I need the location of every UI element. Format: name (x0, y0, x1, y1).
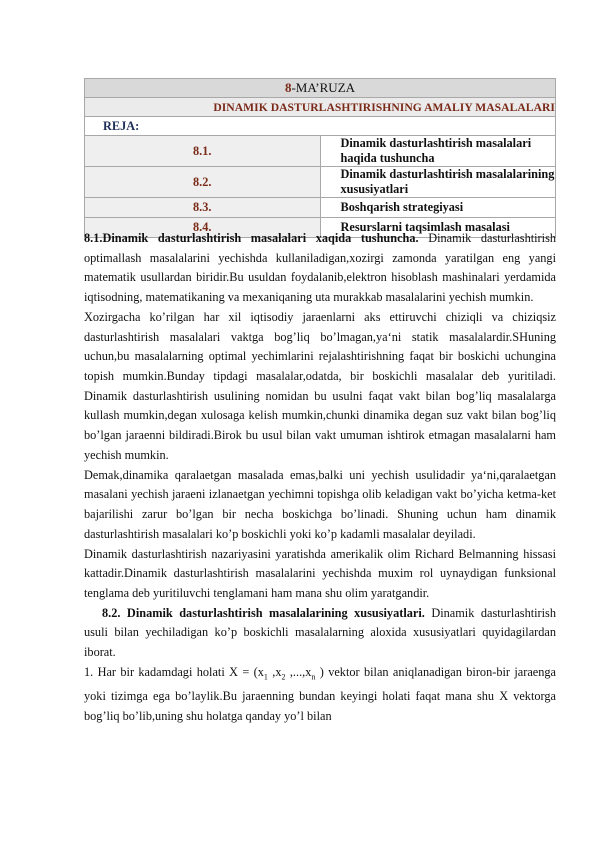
paragraph (84, 229, 556, 308)
lecture-number: 8 (284, 80, 292, 95)
lecture-body (84, 229, 556, 726)
plan-item (85, 136, 556, 167)
paragraph-text: ) vektor bilan aniqlanadigan biron-bir jaraenga yoki tizimga ega bo’laylik.Bu jaraenning bundan keyingi holati faqat mana shu X vektorga bog’liq bo’lib,uning shu holatga qanday yo’l bilan (84, 664, 556, 723)
plan-item-text: Boshqarish strategiyasi (320, 198, 556, 218)
plan-item (85, 167, 556, 198)
topic-title-row (85, 98, 556, 117)
paragraph: Dinamik dasturlashtirish nazariyasini yaratishda amerikalik olim Richard Belmanning hissasi kattadir.Dinamik dasturlashtirish masalalarini yechishda muxim rol uynaydigan funksional tenglama deb yuritiluvchi tenglamani ham mana shu olim yaratgandir. (84, 546, 556, 600)
paragraph (84, 663, 556, 727)
plan-item (85, 198, 556, 218)
paragraph: Demak,dinamika qaralaetgan masalada emas,balki uni yechish usulidadir ya‘ni,qaralaetgan masalani yechish jaraeni izlanaetgan yechimni topishga olib keladigan vakt bo’yicha ketma-ket bajarilishi zarur bo’lgan bir necha boskichga bo’linadi. Shuning uchun ham dinamik dasturlashtirish masalalari ko’p boskichli yoki ko’p kadamli masalalar deyiladi. (84, 467, 556, 541)
lecture-title (85, 79, 556, 98)
plan-label-row (85, 117, 556, 136)
plan-item-number: 8.3. (85, 198, 321, 218)
plan-item-text: Dinamik dasturlashtirish masalalari haqida tushuncha (320, 136, 556, 167)
plan-item-text: Dinamik dasturlashtirish masalalarining xususiyatlari (320, 167, 556, 198)
paragraph-text: Dinamik dasturlashtirish optimallash masalalarini yechishda kullaniladigan,xozirgi zamonda yaratilgan eng yangi matematik usullardan biridir.Bu usuldan foydalanib,elektron hisoblash mashinalari yerdamida iqtisodning, matematikaning va mexaniqaning uta murakkab masalalarini yechish mumkin. (84, 231, 556, 305)
topic-title: DINAMIK DASTURLASHTIRISHNING AMALIY MASALALARI (85, 98, 556, 117)
plan-item-number: 8.2. (85, 167, 321, 198)
paragraph-text: 1. Har bir kadamdagi holati X = (x (84, 664, 264, 679)
paragraph-text: ,x (267, 664, 282, 679)
subscript: n (311, 672, 316, 682)
plan-item-number: 8.1. (85, 136, 321, 167)
plan-label: REJA: (85, 117, 556, 136)
paragraph-text: Dinamik dasturlashtirish usuli bilan yechiladigan ko’p boskichli masalalarning aloxida xususiyatlari quyidagilardan iborat. (84, 605, 556, 660)
lecture-label: -MA’RUZA (291, 80, 356, 95)
paragraph-text: ,...,x (285, 664, 312, 679)
plan-item-number: 8.4. (85, 218, 321, 238)
lecture-title-row (85, 79, 556, 98)
subscript: 2 (281, 672, 286, 682)
subscript: 1 (263, 672, 268, 682)
plan-item-text: Resurslarni taqsimlash masalasi (320, 218, 556, 238)
paragraph (84, 604, 556, 663)
paragraph: Xozirgacha ko’rilgan har xil iqtisodiy jaraenlarni aks ettiruvchi chiziqli va chiziqsiz dasturlashtirish masalalari vaktga bog’liq bo’lmagan,ya‘ni statik masalalardir.SHuning uchun,bu masalalarning optimal yechimlarini rejalashtirishning faqat bir boskichi uchungina topish mumkin.Bunday tipdagi masalalar,odatda, bir boskichli masalalar deb yuritiladi. Dinamik dasturlashtirish usulining nomidan bu usulni faqat vakt bilan bog’liq masalalarga kullash mumkin,degan xulosaga kelish mumkin,chunki dinamika degan suz vakt bilan bog’liq bo’lgan jaraenni bildiradi.Birok bu usul bilan vakt umuman ishtirok etmagan masalalarni ham yechish mumkin. (84, 309, 556, 462)
section-heading: 8.2. Dinamik dasturlashtirish masalalarining xususiyatlari. (102, 605, 425, 620)
section-heading: 8.1.Dinamik dasturlashtirish masalalari xaqida tushuncha. (84, 231, 419, 245)
lecture-plan-table (84, 78, 556, 238)
